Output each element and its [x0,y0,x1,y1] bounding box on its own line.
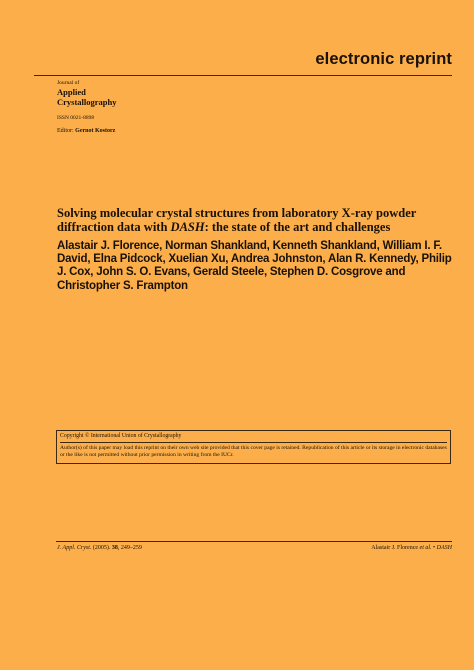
editor-label: Editor: [57,128,76,134]
journal-of-label: Journal of [57,80,80,86]
copyright-divider [60,442,447,443]
citation-pages: , 249–259 [117,545,142,551]
journal-name-line2: Crystallography [57,97,117,107]
copyright-box [56,430,451,464]
title-italic-software: DASH [170,220,205,234]
issn: ISSN 0021-8898 [57,115,95,121]
running-separator: • [431,545,437,551]
title-part1: Solving molecular crystal structures from laboratory X-ray powder diffraction data with [57,206,417,234]
citation-volume: 38 [111,545,118,551]
running-author-name: Alastair J. Florence [371,545,420,551]
journal-name-line1: Applied [57,87,86,97]
citation-journal: J. Appl. Cryst. [57,545,92,551]
journal-info [57,80,257,135]
copyright-notice: Copyright © International Union of Crystallography [60,433,182,439]
header-rule [34,75,452,76]
running-et-al: et al. [419,545,432,551]
running-software: DASH [436,545,452,551]
footer-rule [56,541,452,542]
citation [57,544,142,552]
copyright-terms: Author(s) of this paper may load this reprint on their own web site provided that this cover page is retained. Republication of this article or its storage in electronic databases or the like is not permitted without prior permission in writing from the IUCr. [60,445,447,458]
author-list: Alastair J. Florence, Norman Shankland, Kenneth Shankland, William I. F. David, Elna Pidcock, Xuelian Xu, Andrea Johnston, Alan R. Kennedy, Philip J. Cox, John S. O. Evans, Gerald Steele, Stephen D. Cosgrove and Christopher S. Frampton [57,240,452,292]
citation-year: (2005). [91,545,112,551]
editor-line [57,128,257,135]
article-title [57,206,457,234]
running-author [371,544,452,552]
title-part2: : the state of the art and challenges [204,220,391,234]
electronic-reprint-heading: electronic reprint [315,50,452,68]
editor-name: Gernot Kostorz [75,128,116,134]
